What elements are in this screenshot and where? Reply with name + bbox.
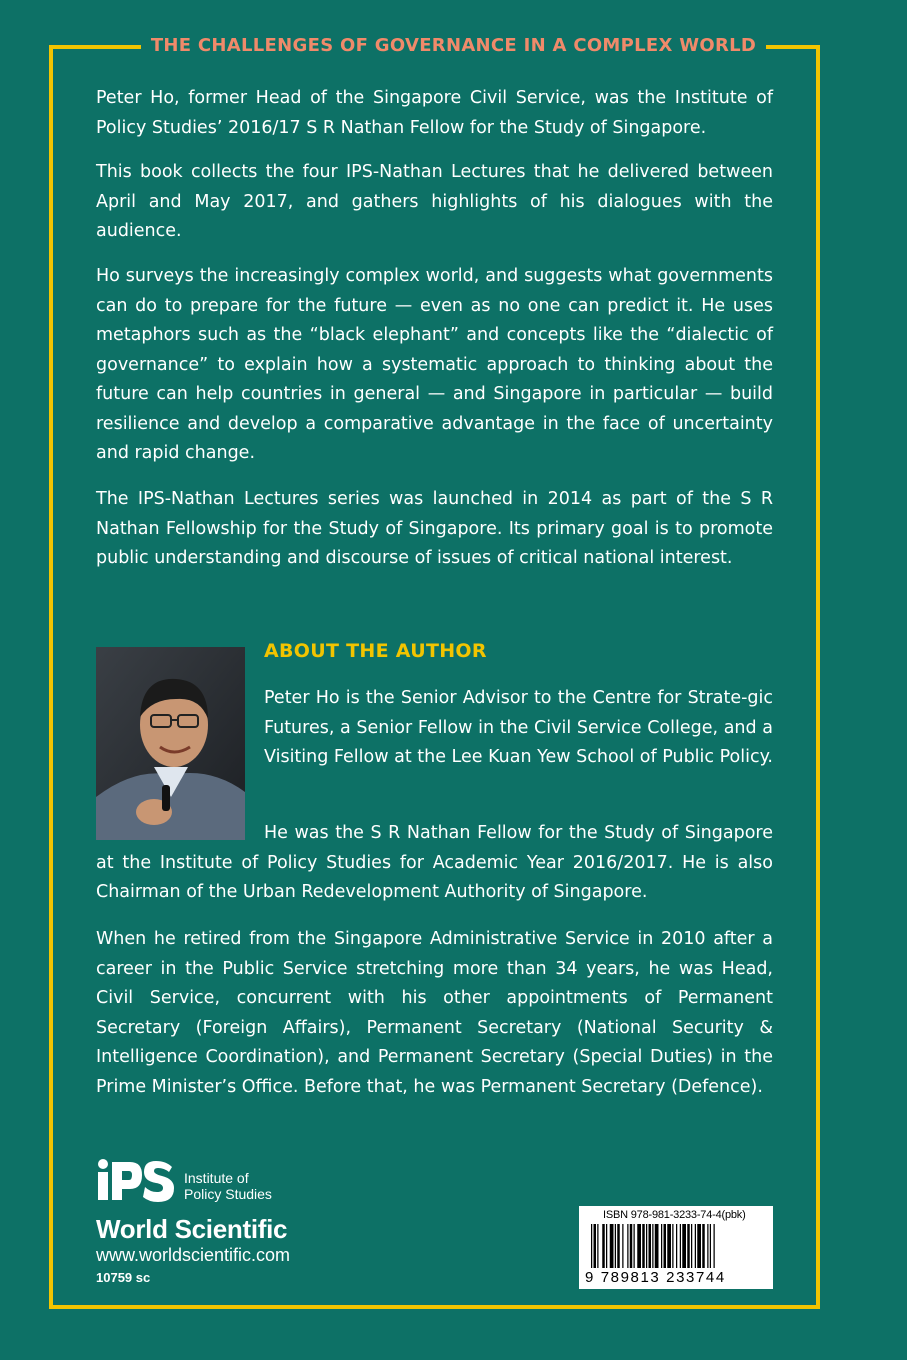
product-code: 10759 sc xyxy=(96,1270,151,1285)
ips-name xyxy=(184,1170,272,1202)
book-title: THE CHALLENGES OF GOVERNANCE IN A COMPLEX WORLD xyxy=(98,35,809,56)
isbn-barcode-box xyxy=(579,1206,773,1289)
author-paragraph-3: When he retired from the Singapore Administrative Service in 2010 after a career in the Public Service stretching more than 34 years, he was Head, Civil Service, concurrent with his other appointments of Permanent Secretary (Foreign Affairs), Permanent Secretary (National Security & Intelligence Coordination), and Permanent Secretary (Special Duties) in the Prime Minister’s Office. Before that, he was Permanent Secretary (Defence). xyxy=(96,929,773,1097)
about-author-heading: ABOUT THE AUTHOR xyxy=(264,640,487,662)
author-paragraph-1: Peter Ho is the Senior Advisor to the Centre for Strate-gic Futures, a Senior Fellow in the Civil Service College, and a Visiting Fellow at the Lee Kuan Yew School of Public Policy. xyxy=(264,688,773,767)
barcode-icon xyxy=(589,1224,765,1270)
intro-paragraph-1: Peter Ho, former Head of the Singapore Civil Service, was the Institute of Policy Studies’ 2016/17 S R Nathan Fellow for the Study of Singapore. xyxy=(96,88,773,138)
publisher-name: World Scientific xyxy=(96,1214,288,1244)
isbn-label: ISBN 978-981-3233-74-4(pbk) xyxy=(603,1209,746,1221)
intro-paragraph-2: This book collects the four IPS-Nathan Lectures that he delivered between April and May 2017, and gathers highlights of his dialogues with the audience. xyxy=(96,162,773,241)
intro-paragraph-4: The IPS-Nathan Lectures series was launched in 2014 as part of the S R Nathan Fellowship for the Study of Singapore. Its primary goal is to promote public understanding and discourse of issues of critical national interest. xyxy=(96,489,773,568)
publisher-url: www.worldscientific.com xyxy=(96,1245,291,1265)
ips-logo-icon xyxy=(96,1157,176,1203)
barcode-number: 9 789813 233744 xyxy=(585,1269,726,1286)
ips-name-line-2: Policy Studies xyxy=(184,1186,272,1202)
author-photo xyxy=(96,647,245,840)
intro-paragraph-3: Ho surveys the increasingly complex world, and suggests what governments can do to prepare for the future — even as no one can predict it. He uses metaphors such as the “black elephant” and concepts like the “dialectic of governance” to explain how a systematic approach to thinking about the future can help countries in general — and Singapore in particular — build resilience and develop a comparative advantage in the face of uncertainty and rapid change. xyxy=(96,266,773,463)
author-paragraph-2: He was the S R Nathan Fellow for the Study of Singapore at the Institute of Policy Studies for Academic Year 2016/2017. He is also Chairman of the Urban Redevelopment Authority of Singapore. xyxy=(96,823,773,902)
ips-name-line-1: Institute of xyxy=(184,1170,249,1186)
